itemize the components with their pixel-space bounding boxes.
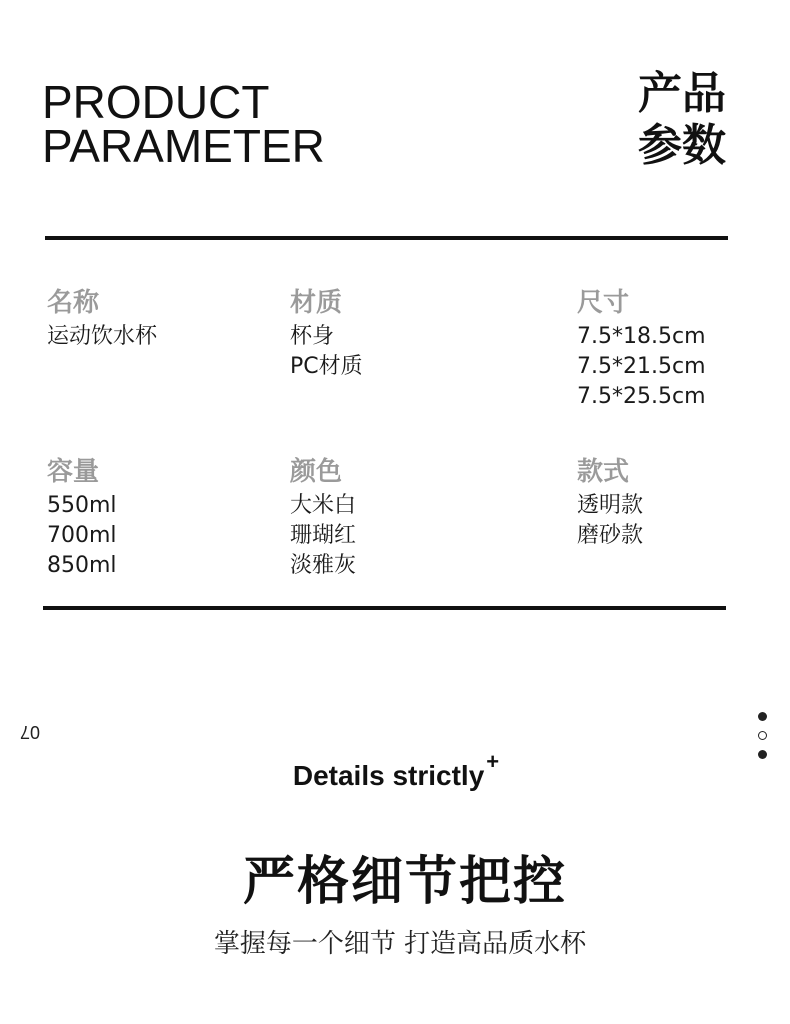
spec-size-label: 尺寸 <box>577 288 630 318</box>
spec-size <box>577 286 706 412</box>
spec-name-value: 运动饮水杯 <box>47 324 158 349</box>
spec-color-value: 大米白 <box>290 493 357 518</box>
spec-capacity-label: 容量 <box>47 457 100 487</box>
plus-icon: + <box>486 749 500 774</box>
page-number: 07 <box>19 722 41 742</box>
pager-dot-filled-icon[interactable] <box>758 750 767 759</box>
title-cn-line2: 参数 <box>638 120 726 171</box>
spec-color-value: 淡雅灰 <box>290 553 357 578</box>
spec-style-value: 透明款 <box>577 493 644 518</box>
spec-style-label: 款式 <box>577 457 630 487</box>
spec-capacity-value: 550ml <box>47 493 117 518</box>
spec-name-label: 名称 <box>47 288 100 318</box>
divider-bottom <box>43 606 726 610</box>
spec-size-value: 7.5*21.5cm <box>577 354 706 379</box>
title-cn <box>638 68 726 172</box>
details-title <box>0 749 790 792</box>
details-title-text: Details strictly <box>292 760 485 791</box>
spec-size-value: 7.5*25.5cm <box>577 384 706 409</box>
spec-name <box>47 286 157 352</box>
divider-top <box>45 236 728 240</box>
pager-dot-filled-icon[interactable] <box>758 712 767 721</box>
spec-capacity <box>47 455 117 581</box>
spec-material <box>290 286 363 382</box>
spec-material-value: 杯身 <box>290 324 335 349</box>
spec-size-value: 7.5*18.5cm <box>577 324 706 349</box>
spec-style-value: 磨砂款 <box>577 523 644 548</box>
spec-capacity-value: 850ml <box>47 553 117 578</box>
details-heading-cn: 严格细节把控 <box>242 852 567 912</box>
spec-color-value: 珊瑚红 <box>290 523 357 548</box>
spec-color <box>290 455 356 581</box>
spec-style <box>577 455 643 551</box>
title-cn-line1: 产品 <box>638 68 726 119</box>
spec-capacity-value: 700ml <box>47 523 117 548</box>
spec-color-label: 颜色 <box>290 457 343 487</box>
title-en <box>42 76 325 172</box>
pager-dot-hollow-icon[interactable] <box>758 731 767 740</box>
title-en-line1: PRODUCT <box>42 76 270 128</box>
details-subtitle-cn: 掌握每一个细节 打造高品质水杯 <box>213 929 587 959</box>
title-en-line2: PARAMETER <box>42 120 325 172</box>
spec-material-value: PC材质 <box>290 354 363 379</box>
spec-material-label: 材质 <box>290 288 343 318</box>
